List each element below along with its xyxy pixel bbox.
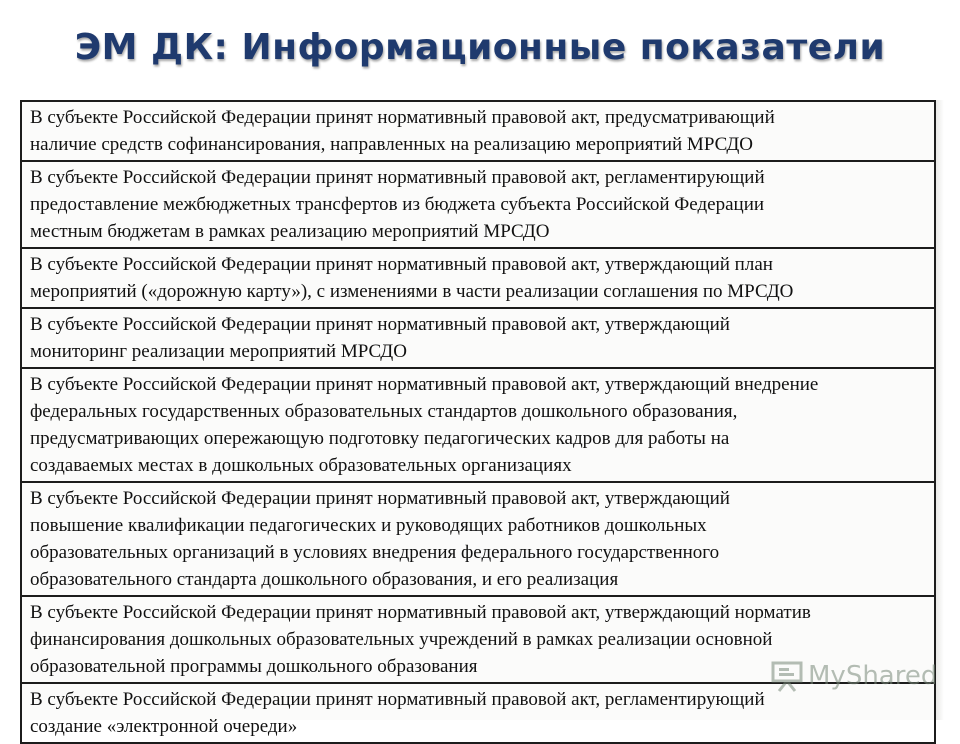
table-cell (21, 482, 935, 596)
table-row (21, 161, 935, 248)
row-text: В субъекте Российской Федерации принят нормативный правовой акт, регламентирующий предоставление межбюджетных трансфертов из бюджета субъекта Российской Федерации местным бюджетам в рамках реализацию мероприятий МРСДО (30, 167, 765, 242)
row-text: В субъекте Российской Федерации принят нормативный правовой акт, утверждающий норматив финансирования дошкольных образовательных учреждений в рамках реализации основной образовательной программы дошкольного образования (30, 602, 811, 677)
table-cell (21, 101, 935, 161)
table-row (21, 101, 935, 161)
scan-edge (936, 100, 944, 720)
table-cell (21, 308, 935, 368)
table-row (21, 482, 935, 596)
indicators-table (20, 100, 936, 744)
slide-title: ЭМ ДК: Информационные показатели (74, 27, 886, 68)
board-icon (770, 660, 804, 692)
scanned-document (20, 100, 944, 737)
table-cell (21, 248, 935, 308)
table-row (21, 308, 935, 368)
watermark-text: MyShared (808, 661, 938, 691)
row-text: В субъекте Российской Федерации принят нормативный правовой акт, регламентирующий создание «электронной очереди» (30, 689, 765, 737)
row-text: В субъекте Российской Федерации принят нормативный правовой акт, утверждающий план мероприятий («дорожную карту»), с изменениями в части реализации соглашения по МРСДО (30, 254, 794, 302)
watermark (770, 656, 937, 696)
row-text: В субъекте Российской Федерации принят нормативный правовой акт, утверждающий повышение квалификации педагогических и руководящих работников дошкольных образовательных организаций в условиях внедрения федерального государственного образовательного стандарта дошкольного образования, и его реализация (30, 488, 730, 590)
table-cell (21, 161, 935, 248)
row-text: В субъекте Российской Федерации принят нормативный правовой акт, предусматривающий наличие средств софинансирования, направленных на реализацию мероприятий МРСДО (30, 107, 775, 155)
row-text: В субъекте Российской Федерации принят нормативный правовой акт, утверждающий внедрение федеральных государственных образовательных стандартов дошкольного образования, предусматривающих опережающую подготовку педагогических кадров для работы на создаваемых местах в дошкольных образовательных организациях (30, 374, 819, 476)
table-row (21, 368, 935, 482)
row-text: В субъекте Российской Федерации принят нормативный правовой акт, утверждающий мониторинг реализации мероприятий МРСДО (30, 314, 730, 362)
table-cell (21, 368, 935, 482)
table-row (21, 248, 935, 308)
